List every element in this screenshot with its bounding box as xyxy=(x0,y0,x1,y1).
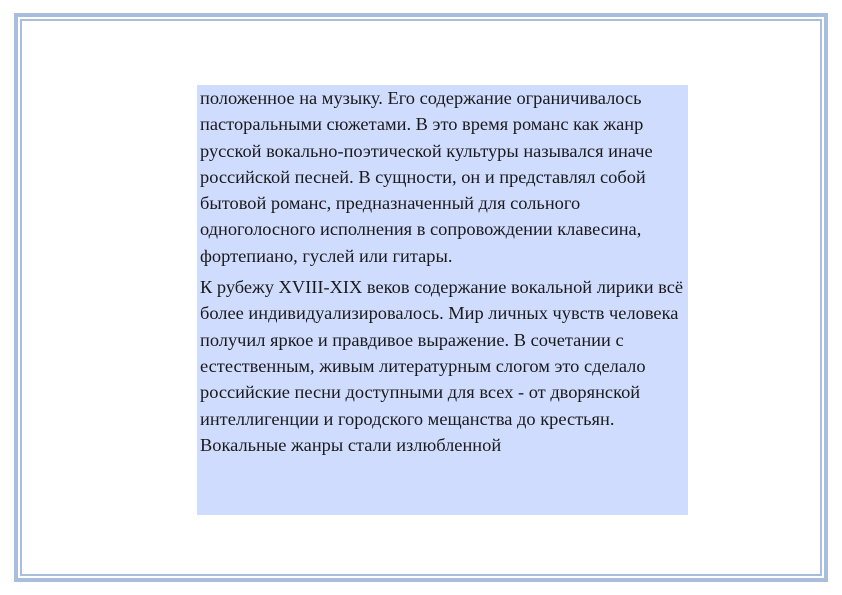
text-box xyxy=(197,85,688,515)
paragraph-romance-origin: положенное на музыку. Его содержание ограничивалось пасторальными сюжетами. В это время романс как жанр русской вокально-поэтической культуры назывался иначе российской песней. В сущности, он и представлял собой бытовой романс, предназначенный для сольного одноголосного исполнения в сопровождении клавесина, фортепиано, гуслей или гитары. xyxy=(200,88,653,266)
paragraph-vocal-lyrics: К рубежу XVIII-XIX веков содержание вокальной лирики всё более индивидуализировалось. Мир личных чувств человека получил яркое и правдивое выражение. В сочетании с естественным, живым литературным слогом это сделало российские песни доступными для всех - от дворянской интеллигенции и городского мещанства до крестьян. Вокальные жанры стали излюбленной xyxy=(200,277,684,455)
